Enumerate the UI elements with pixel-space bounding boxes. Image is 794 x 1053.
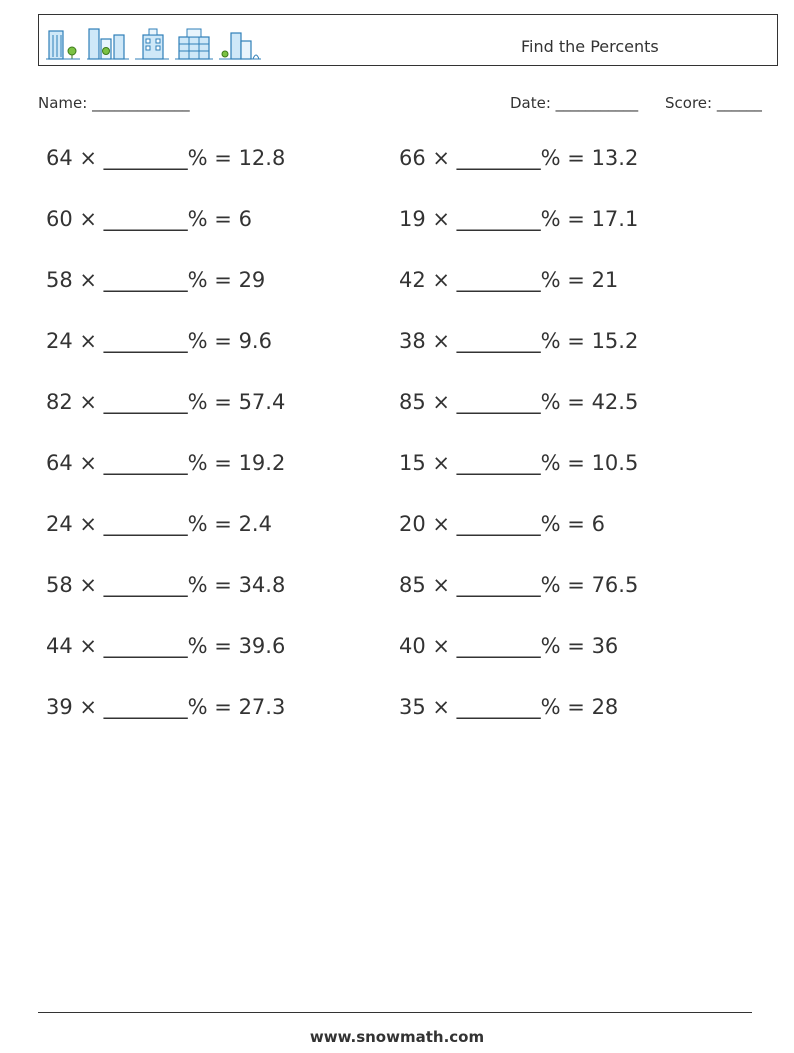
problem: 44 × ________% = 39.6 (46, 634, 286, 658)
problem-list (46, 146, 766, 756)
problem: 39 × ________% = 27.3 (46, 695, 286, 719)
problem: 24 × ________% = 2.4 (46, 512, 272, 536)
problem: 58 × ________% = 34.8 (46, 573, 286, 597)
building-tree-icon (87, 25, 129, 61)
problem-row (46, 329, 766, 390)
name-field: Name: _____________ (38, 94, 190, 112)
score-field: Score: ______ (665, 94, 762, 112)
problem: 58 × ________% = 29 (46, 268, 266, 292)
problem: 82 × ________% = 57.4 (46, 390, 286, 414)
problem: 40 × ________% = 36 (399, 634, 619, 658)
problem-row (46, 390, 766, 451)
problem: 19 × ________% = 17.1 (399, 207, 639, 231)
problem: 85 × ________% = 42.5 (399, 390, 639, 414)
problem-row (46, 695, 766, 756)
problem: 20 × ________% = 6 (399, 512, 605, 536)
problem: 24 × ________% = 9.6 (46, 329, 272, 353)
footer-divider (38, 1012, 752, 1013)
problem-row (46, 634, 766, 695)
header-box (38, 14, 778, 66)
problem-row (46, 512, 766, 573)
problem: 35 × ________% = 28 (399, 695, 619, 719)
date-field: Date: ___________ (510, 94, 639, 112)
footer-site[interactable]: www.snowmath.com (309, 1028, 485, 1046)
problem: 64 × ________% = 19.2 (46, 451, 286, 475)
problem-row (46, 451, 766, 512)
problem: 38 × ________% = 15.2 (399, 329, 639, 353)
problem: 64 × ________% = 12.8 (46, 146, 286, 170)
problem: 15 × ________% = 10.5 (399, 451, 639, 475)
problem-row (46, 146, 766, 207)
problem-row (46, 207, 766, 268)
building-icon (45, 25, 81, 61)
problem-row (46, 268, 766, 329)
problem-row (46, 573, 766, 634)
problem: 42 × ________% = 21 (399, 268, 619, 292)
office-building-icon (175, 25, 213, 61)
city-buildings-icon (219, 25, 261, 61)
worksheet-title: Find the Percents (521, 37, 659, 56)
problem: 60 × ________% = 6 (46, 207, 252, 231)
logo-row (45, 21, 261, 61)
problem: 85 × ________% = 76.5 (399, 573, 639, 597)
problem: 66 × ________% = 13.2 (399, 146, 639, 170)
apartment-icon (135, 25, 169, 61)
